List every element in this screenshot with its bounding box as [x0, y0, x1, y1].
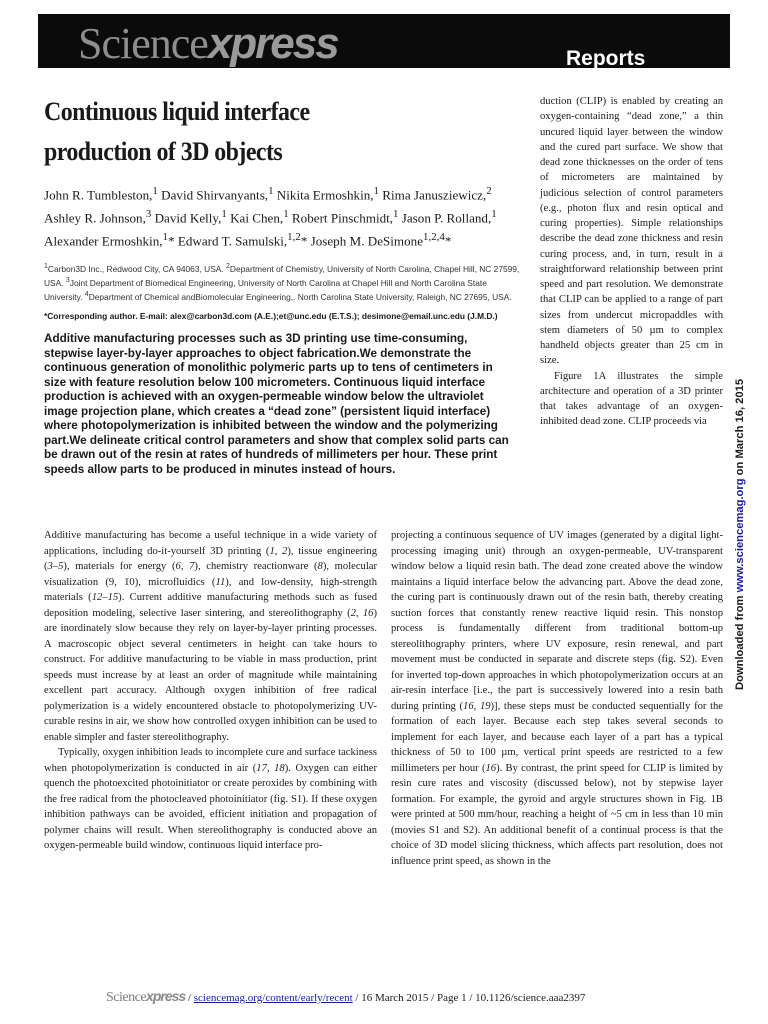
- download-suffix: on March 16, 2015: [734, 378, 746, 479]
- paragraph: Figure 1A illustrates the simple architecture and operation of a 3D printer that takes advantage of an oxygen-inhibited dead zone. CLIP proceeds via: [540, 370, 723, 428]
- body-column-left: [44, 528, 377, 854]
- logo-science-text: Science: [78, 19, 208, 68]
- right-column-top: [540, 94, 723, 430]
- title-line-1: Continuous liquid interface: [44, 97, 310, 126]
- download-notice: [734, 379, 746, 690]
- footer-citation: / 16 March 2015 / Page 1 / 10.1126/science.aaa2397: [352, 992, 586, 1004]
- section-label: Reports: [566, 47, 646, 70]
- journal-banner: [38, 14, 730, 68]
- paragraph: Additive manufacturing has become a useful technique in a wide variety of applications, including do-it-yourself 3D printing (1, 2), tissue engineering (3–5), materials for energy (6, 7), chemistry reactionware (8), molecular visualization (9, 10), microfluidics (11), and low-density, high-strength materials (12–15). Current additive manufacturing methods such as fused deposition modeling, selective laser sintering, and stereolithography (2, 16) are inordinately slow because they rely on layer-by-layer printing processes. A macroscopic object several centimeters in height can take hours to construct. For additive manufacturing to be viable in mass production, print speeds must increase by at least an order of magnitude while maintaining excellent part accuracy. Although oxygen inhibition of free radical polymerization is a widely encountered obstacle to photopolymerizing UV-curable resins in air, we show how controlled oxygen inhibition can be used to enable simpler and faster stereolithography.: [44, 530, 378, 743]
- paragraph: duction (CLIP) is enabled by creating an oxygen-containing “dead zone,” a thin uncured liquid layer between the window and the cured part surface. We show that dead zone thicknesses on the order of tens of micrometers are maintained by judicious selection of control parameters (e.g., photon flux and resin optical and curing properties). Simple relationships describe the dead zone thickness and resin curing process, and, in turn, result in a straightforward relationship between print speed and part resolution. We demonstrate that CLIP can be applied to a range of part sizes from undercut micropaddles with stem diameters of 50 µm to complex handheld objects greater than 25 cm in size.: [540, 96, 723, 367]
- paragraph: Typically, oxygen inhibition leads to incomplete cure and surface tackiness when photopolymerization is conducted in air (17, 18). Oxygen can either quench the photoexcited photoinitiator or create peroxides by combining with the free radical from the photocleaved photoinitiator (fig. S1). If these oxygen inhibition pathways can be avoided, efficient initiation and propagation of polymer chains will result. When stereolithography is conducted above an oxygen-permeable build window, continuous liquid interface pro-: [44, 747, 378, 851]
- author-list: John R. Tumbleston,$^1$ David Shirvanyants,$^1$ Nikita Ermoshkin,$^1$ Rima Janusziewicz,$^2$ Ashley R. Johnson,$^3$ David Kelly,$^1$ Kai Chen,$^1$ Robert Pinschmidt,$^1$ Jason P. Rolland,$^1$ Alexander Ermoshkin,$^1$* Edward T. Samulski,$^{1,2}$* Joseph M. DeSimone$^{1,2,4}$*: [44, 185, 497, 249]
- paragraph: projecting a continuous sequence of UV images (generated by a digital light-processing imaging unit) through an oxygen-permeable, UV-transparent window below a liquid resin bath. The dead zone created above the window maintains a liquid interface below the advancing part. Above the dead zone, the curing part is continuously drawn out of the resin bath, thereby creating suction forces that constantly renew reactive liquid resin. This nonstop process is fundamentally different from traditional bottom-up stereolithography printers, where UV exposure, resin renewal, and part movement must be conducted in separate and discrete steps (fig. S2). Even for inverted top-down approaches in which photopolymerization occurs at an air-resin interface [i.e., the part is successively lowered into a resin bath during printing (16, 19)], these steps must be conducted sequentially for the formation of each layer. Because each step takes several seconds to implement for each layer, and because each layer of a part has a typical thickness of 50 to 100 µm, vertical print speeds are restricted to a few millimeters per hour (16). By contrast, the print speed for CLIP is limited by resin cure rates and viscosity (discussed below), not by stepwise layer formation. For example, the gyroid and argyle structures shown in Fig. 1B were printed at 500 mm/hour, reaching a height of ~5 cm in less than 10 min (movies S1 and S2). An additional benefit of a continual process is that the choice of 3D model slicing thickness, which affects part resolution, does not influence print speed, as shown in the: [391, 530, 724, 867]
- logo-express-text: xpress: [207, 19, 338, 68]
- download-prefix: Downloaded from: [734, 592, 746, 690]
- footer-link[interactable]: sciencemag.org/content/early/recent: [193, 992, 353, 1004]
- abstract: Additive manufacturing processes such as 3D printing use time-consuming, stepwise layer-by-layer approaches to object fabrication.We demonstrate the continuous generation of monolithic polymeric parts up to tens of centimeters in size with feature resolution below 100 micrometers. Continuous liquid interface production is achieved with an oxygen-permeable window below the ultraviolet image projection plane, which creates a “dead zone” (persistent liquid interface) where photopolymerization is inhibited between the window and the polymerizing part.We delineate critical control parameters and show that complex solid parts can be drawn out of the resin at rates of hundreds of millimeters per hour. These print speeds allow parts to be produced in minutes instead of hours.: [44, 332, 509, 476]
- title-line-2: production of 3D objects: [44, 137, 283, 166]
- footer-logo-science: Science: [106, 990, 147, 1005]
- footer-separator: /: [185, 992, 194, 1004]
- page-footer: [106, 988, 726, 1006]
- download-link[interactable]: www.sciencemag.org: [734, 478, 746, 593]
- corresponding-author: *Corresponding author. E-mail: alex@carbon3d.com (A.E.);et@unc.edu (E.T.S.); desimone@email.unc.edu (J.M.D.): [44, 311, 498, 321]
- body-column-right: [391, 528, 723, 869]
- affiliations: $^1$Carbon3D Inc., Redwood City, CA 94063, USA. $^2$Department of Chemistry, University of North Carolina, Chapel Hill, NC 27599, USA. $^3$Joint Department of Biomedical Engineering, University of North Carolina at Chapel Hill and North Carolina State University. $^4$Department of Chemical andBiomolecular Engineering,. North Carolina State University, Raleigh, NC 27695, USA.: [44, 263, 520, 302]
- footer-logo-express: xpress: [146, 988, 186, 1004]
- journal-logo: [78, 20, 338, 68]
- article-title: [44, 92, 504, 172]
